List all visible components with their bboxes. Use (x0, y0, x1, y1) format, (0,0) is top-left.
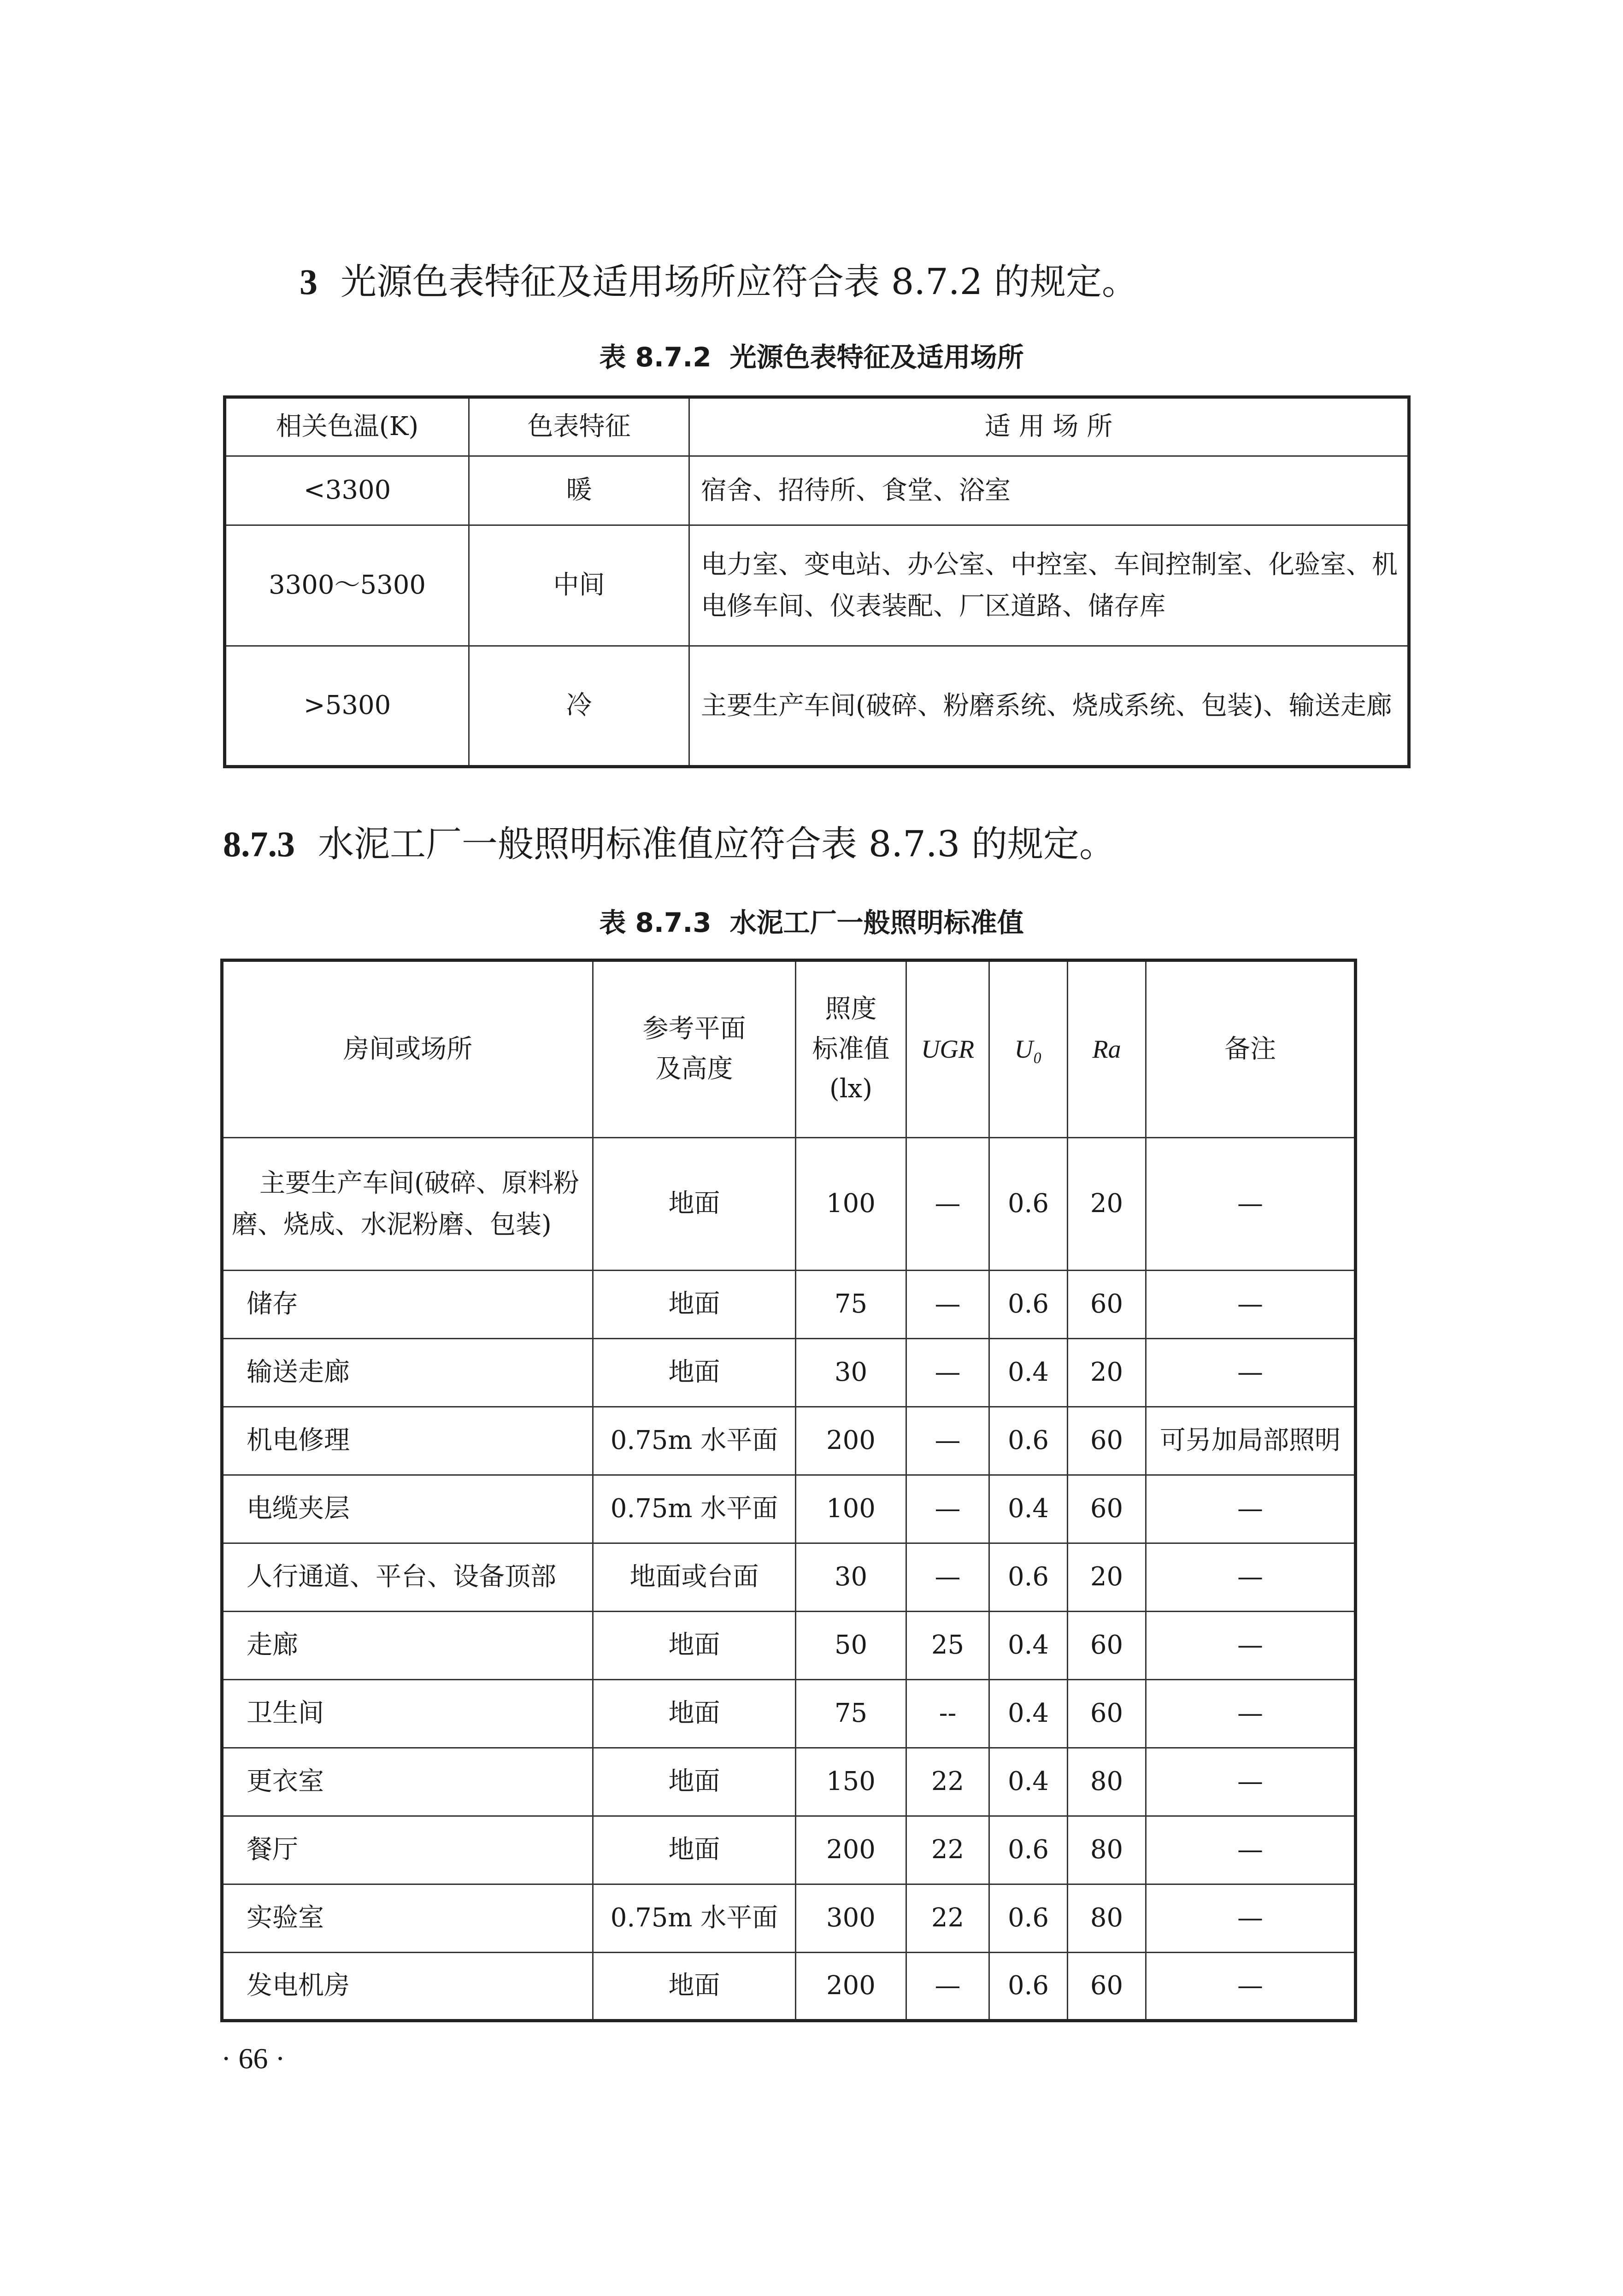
cell-illuminance: 30 (796, 1339, 906, 1407)
cell-u0: 0.4 (989, 1339, 1068, 1407)
light-source-color-table (223, 395, 1411, 768)
header-color-appearance: 色表特征 (469, 397, 689, 456)
table-row (222, 1884, 1356, 1953)
cell-ugr: — (906, 1271, 989, 1339)
cell-illuminance: 200 (796, 1407, 906, 1475)
cell-place: 卫生间 (222, 1680, 593, 1748)
table-row (222, 1339, 1356, 1407)
cell-applicable-places: 电力室、变电站、办公室、中控室、车间控制室、化验室、机电修车间、仪表装配、厂区道路、储存库 (689, 525, 1409, 646)
header-ugr: UGR (906, 960, 989, 1138)
clause-number: 8.7.3 (223, 824, 295, 864)
cell-ra: 60 (1068, 1407, 1146, 1475)
cell-ugr: 22 (906, 1748, 989, 1816)
cell-illuminance: 100 (796, 1475, 906, 1543)
cell-place: 电缆夹层 (222, 1475, 593, 1543)
cell-color-appearance: 中间 (469, 525, 689, 646)
clause-3-paragraph (300, 260, 1138, 304)
cell-place: 输送走廊 (222, 1339, 593, 1407)
header-ra: Ra (1068, 960, 1146, 1138)
header-reference-plane (593, 960, 796, 1138)
cell-note: — (1146, 1680, 1356, 1748)
cell-reference-plane: 地面 (593, 1612, 796, 1680)
cell-note: — (1146, 1748, 1356, 1816)
cell-reference-plane: 地面或台面 (593, 1543, 796, 1612)
cell-note: — (1146, 1884, 1356, 1953)
cell-u0: 0.4 (989, 1612, 1068, 1680)
table-row (225, 646, 1409, 767)
cell-ra: 60 (1068, 1612, 1146, 1680)
table-header-row (225, 397, 1409, 456)
header-illuminance (796, 960, 906, 1138)
cell-ugr: -- (906, 1680, 989, 1748)
cell-note: — (1146, 1271, 1356, 1339)
cell-reference-plane: 地面 (593, 1138, 796, 1271)
cell-color-temperature: <3300 (225, 456, 469, 525)
cell-u0: 0.4 (989, 1748, 1068, 1816)
cell-ra: 60 (1068, 1271, 1146, 1339)
header-illuminance-line2: 标准值 (812, 1034, 890, 1064)
header-illuminance-unit: (lx) (829, 1074, 873, 1104)
cell-ra: 20 (1068, 1339, 1146, 1407)
cell-color-temperature: >5300 (225, 646, 469, 767)
lighting-table-body (222, 1138, 1356, 2021)
lighting-standard-table (220, 959, 1357, 2022)
table-row (222, 1816, 1356, 1884)
cell-ugr: — (906, 1475, 989, 1543)
cell-reference-plane: 0.75m 水平面 (593, 1407, 796, 1475)
cell-color-temperature: 3300～5300 (225, 525, 469, 646)
table-row (222, 1138, 1356, 1271)
cell-reference-plane: 地面 (593, 1339, 796, 1407)
cell-color-appearance: 暖 (469, 456, 689, 525)
cell-u0: 0.6 (989, 1816, 1068, 1884)
header-place: 房间或场所 (222, 960, 593, 1138)
header-illuminance-line1: 照度 (825, 994, 877, 1024)
table-row (225, 456, 1409, 525)
cell-ugr: — (906, 1138, 989, 1271)
cell-ugr: 22 (906, 1816, 989, 1884)
cell-color-appearance: 冷 (469, 646, 689, 767)
cell-note: 可另加局部照明 (1146, 1407, 1356, 1475)
cell-note: — (1146, 1816, 1356, 1884)
cell-ra: 80 (1068, 1816, 1146, 1884)
caption-number: 表 8.7.3 (599, 907, 712, 938)
caption-number: 表 8.7.2 (599, 341, 712, 373)
cell-ra: 60 (1068, 1953, 1146, 2021)
cell-u0: 0.6 (989, 1953, 1068, 2021)
cell-ra: 20 (1068, 1543, 1146, 1612)
table-row (222, 1271, 1356, 1339)
table-header-row (222, 960, 1356, 1138)
cell-reference-plane: 地面 (593, 1680, 796, 1748)
table-row (222, 1612, 1356, 1680)
cell-reference-plane: 地面 (593, 1953, 796, 2021)
clause-number: 3 (300, 262, 318, 302)
cell-reference-plane: 0.75m 水平面 (593, 1475, 796, 1543)
cell-ra: 60 (1068, 1475, 1146, 1543)
cell-note: — (1146, 1138, 1356, 1271)
table-row (222, 1953, 1356, 2021)
cell-ugr: — (906, 1339, 989, 1407)
cell-u0: 0.6 (989, 1407, 1068, 1475)
cell-reference-plane: 地面 (593, 1816, 796, 1884)
cell-illuminance: 300 (796, 1884, 906, 1953)
table-row (222, 1680, 1356, 1748)
header-reference-plane-line1: 参考平面 (642, 1014, 746, 1044)
cell-ugr: 22 (906, 1884, 989, 1953)
cell-place: 更衣室 (222, 1748, 593, 1816)
cell-reference-plane: 0.75m 水平面 (593, 1884, 796, 1953)
cell-note: — (1146, 1339, 1356, 1407)
cell-ra: 60 (1068, 1680, 1146, 1748)
cell-u0: 0.6 (989, 1884, 1068, 1953)
cell-ra: 80 (1068, 1884, 1146, 1953)
cell-reference-plane: 地面 (593, 1271, 796, 1339)
cell-place: 发电机房 (222, 1953, 593, 2021)
table-row (222, 1748, 1356, 1816)
cell-place: 实验室 (222, 1884, 593, 1953)
cell-u0: 0.6 (989, 1138, 1068, 1271)
header-color-temperature: 相关色温(K) (225, 397, 469, 456)
cell-note: — (1146, 1612, 1356, 1680)
cell-ugr: — (906, 1543, 989, 1612)
cell-illuminance: 100 (796, 1138, 906, 1271)
table-row (222, 1543, 1356, 1612)
table-caption-8-7-2 (0, 336, 1623, 374)
cell-note: — (1146, 1475, 1356, 1543)
cell-reference-plane: 地面 (593, 1748, 796, 1816)
cell-place: 储存 (222, 1271, 593, 1339)
table-row (225, 525, 1409, 646)
cell-place: 走廊 (222, 1612, 593, 1680)
cell-illuminance: 30 (796, 1543, 906, 1612)
header-u0: U₀ (989, 960, 1068, 1138)
cell-ugr: — (906, 1407, 989, 1475)
cell-note: — (1146, 1543, 1356, 1612)
cell-illuminance: 200 (796, 1953, 906, 2021)
cell-note: — (1146, 1953, 1356, 2021)
cell-place: 人行通道、平台、设备顶部 (222, 1543, 593, 1612)
cell-u0: 0.6 (989, 1543, 1068, 1612)
clause-text: 水泥工厂一般照明标准值应符合表 8.7.3 的规定。 (318, 824, 1116, 865)
header-applicable-places: 适 用 场 所 (689, 397, 1409, 456)
clause-8-7-3-paragraph (223, 823, 1115, 866)
cell-illuminance: 150 (796, 1748, 906, 1816)
cell-ugr: — (906, 1953, 989, 2021)
cell-place: 机电修理 (222, 1407, 593, 1475)
cell-u0: 0.4 (989, 1680, 1068, 1748)
header-note: 备注 (1146, 960, 1356, 1138)
table-row (222, 1407, 1356, 1475)
cell-ra: 80 (1068, 1748, 1146, 1816)
caption-title: 光源色表特征及适用场所 (729, 341, 1024, 373)
cell-illuminance: 75 (796, 1271, 906, 1339)
cell-ugr: 25 (906, 1612, 989, 1680)
cell-u0: 0.6 (989, 1271, 1068, 1339)
cell-illuminance: 200 (796, 1816, 906, 1884)
table-row (222, 1475, 1356, 1543)
cell-ra: 20 (1068, 1138, 1146, 1271)
table-caption-8-7-3 (0, 901, 1623, 940)
page-number: · 66 · (221, 2042, 285, 2075)
header-reference-plane-line2: 及高度 (655, 1054, 733, 1084)
cell-applicable-places: 宿舍、招待所、食堂、浴室 (689, 456, 1409, 525)
cell-place: 餐厅 (222, 1816, 593, 1884)
cell-u0: 0.4 (989, 1475, 1068, 1543)
clause-text: 光源色表特征及适用场所应符合表 8.7.2 的规定。 (341, 261, 1138, 303)
cell-illuminance: 75 (796, 1680, 906, 1748)
cell-illuminance: 50 (796, 1612, 906, 1680)
caption-title: 水泥工厂一般照明标准值 (729, 907, 1024, 938)
cell-applicable-places: 主要生产车间(破碎、粉磨系统、烧成系统、包装)、输送走廊 (689, 646, 1409, 767)
cell-place: 主要生产车间(破碎、原料粉磨、烧成、水泥粉磨、包装) (222, 1138, 593, 1271)
